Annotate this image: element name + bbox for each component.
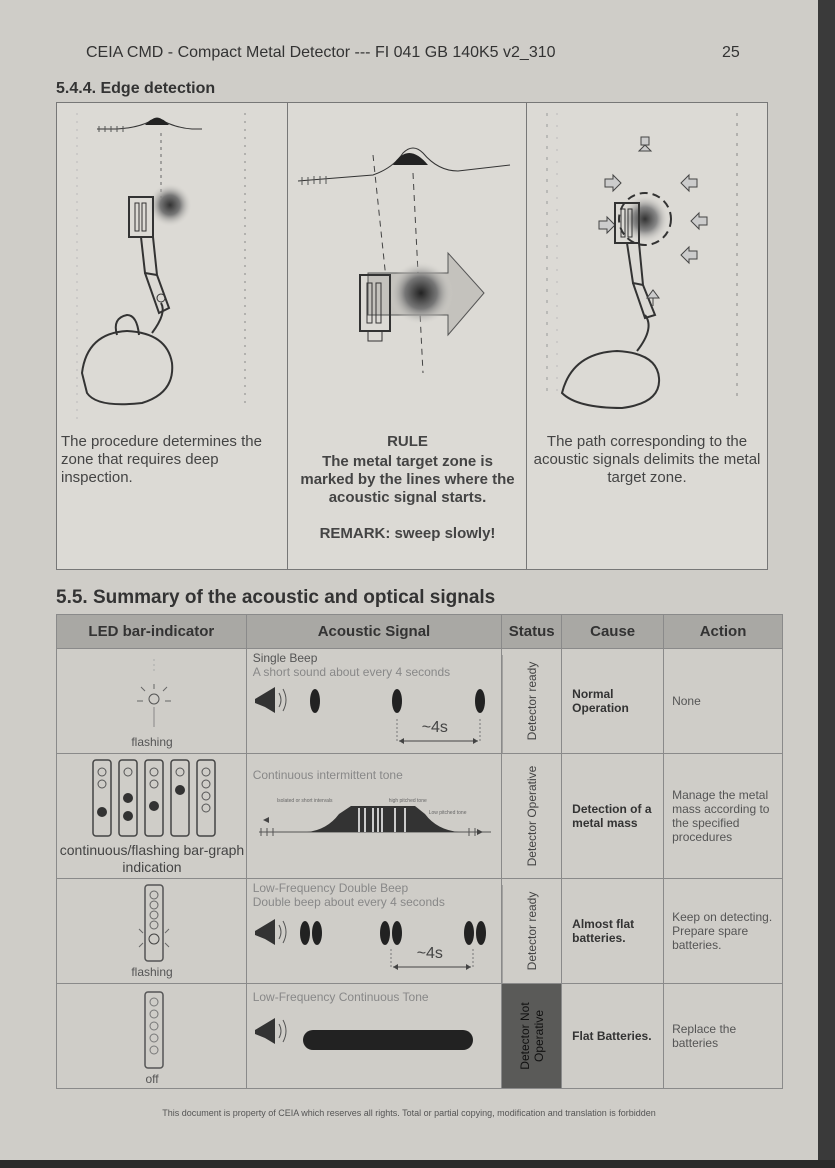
led-cell [57, 879, 247, 984]
action-text: Replace the batteries [672, 1022, 737, 1050]
col-header-acoustic: Acoustic Signal [246, 615, 502, 649]
led-state-label: continuous/flashing bar-graph indication [59, 842, 245, 875]
table-row [57, 754, 783, 879]
section-55-heading: 5.5. Summary of the acoustic and optical signals [56, 587, 496, 608]
status-cell [502, 754, 562, 879]
led-state-label: flashing [131, 965, 173, 979]
action-text: Manage the metal mass according to the specified procedures [672, 788, 770, 844]
target-zone-illustration [527, 103, 767, 428]
led-state-label: off [145, 1072, 159, 1086]
remark-text: REMARK: sweep slowly! [319, 525, 496, 542]
action-text: None [672, 694, 701, 708]
interval-label: ~4s [421, 719, 448, 736]
acoustic-title: Low-Frequency Double Beep [252, 881, 409, 895]
status-text: Detector Operative [524, 765, 539, 867]
cause-cell [562, 649, 664, 754]
status-text: Detector ready [524, 891, 539, 971]
table-row [57, 879, 783, 984]
rule-title: RULE [387, 433, 428, 450]
acoustic-title: Continuous intermittent tone [252, 768, 403, 782]
interval-label: ~4s [416, 945, 443, 962]
col-header-status: Status [502, 615, 562, 649]
intermittent-tone-waveform [247, 754, 503, 878]
scan-edge-bottom [0, 1160, 835, 1168]
rule-text: The metal target zone is marked by the lines where the acoustic signal starts. [300, 453, 515, 506]
cause-text: Flat Batteries. [572, 1029, 652, 1043]
col-header-cause: Cause [562, 615, 664, 649]
led-cell [57, 649, 247, 754]
cause-text: Almost flat batteries. [572, 917, 635, 945]
status-text: Detector Not Operative [517, 1002, 546, 1070]
section-544-heading: 5.4.4. Edge detection [56, 80, 216, 97]
off-led-icon [57, 984, 247, 1070]
footer-notice: This document is property of CEIA which reserves all rights. Total or partial copying, modification and translation is forbidden [162, 1108, 656, 1118]
single-beep-waveform [247, 649, 503, 753]
col-header-led: LED bar-indicator [57, 615, 247, 649]
isolated-intervals-label: Isolated or short intervals [276, 798, 333, 804]
table-header-row [57, 615, 783, 649]
signals-summary-table [56, 614, 783, 1089]
acoustic-cell [246, 754, 502, 879]
rule-illustration [288, 103, 527, 428]
cause-text: Detection of a metal mass [572, 802, 652, 830]
high-pitch-label: high pitched tone [388, 798, 427, 804]
speaker-icon [255, 1018, 286, 1044]
double-beep-waveform [247, 879, 503, 983]
document-title: CEIA CMD - Compact Metal Detector --- FI 041 GB 140K5 v2_310 [86, 44, 556, 61]
action-cell [664, 649, 783, 754]
status-cell [502, 649, 562, 754]
acoustic-title: Low-Frequency Continuous Tone [252, 990, 429, 1004]
status-text: Detector ready [524, 661, 539, 741]
action-cell [664, 879, 783, 984]
cause-text: Normal Operation [572, 687, 629, 715]
scan-edge-right [818, 0, 835, 1168]
edge-panel-3 [526, 102, 768, 570]
speaker-icon [255, 687, 286, 713]
led-state-label: flashing [131, 735, 173, 749]
table-row [57, 649, 783, 754]
cause-cell [562, 754, 664, 879]
low-pitch-label: Low pitched tone [428, 810, 467, 816]
led-cell [57, 754, 247, 879]
cause-cell [562, 984, 664, 1089]
action-cell [664, 754, 783, 879]
edge-panel-2 [287, 102, 528, 570]
operator-sweep-illustration [57, 103, 288, 428]
panel-3-text: The path corresponding to the acoustic signals delimits the metal target zone. [533, 433, 761, 486]
page-number: 25 [722, 44, 740, 61]
edge-panel-1 [56, 102, 289, 570]
flashing-led-icon [57, 649, 247, 729]
acoustic-cell [246, 879, 502, 984]
acoustic-cell [246, 649, 502, 754]
acoustic-description: Double beep about every 4 seconds [252, 895, 445, 909]
flashing-bottom-led-icon [57, 879, 247, 963]
acoustic-description: A short sound about every 4 seconds [252, 665, 451, 679]
continuous-tone-waveform [247, 984, 503, 1088]
acoustic-cell [246, 984, 502, 1089]
led-cell [57, 984, 247, 1089]
status-cell [502, 984, 562, 1089]
bargraph-led-icon [57, 754, 247, 840]
cause-cell [562, 879, 664, 984]
col-header-action: Action [664, 615, 783, 649]
panel-1-text: The procedure determines the zone that requires deep inspection. [61, 433, 262, 486]
action-cell [664, 984, 783, 1089]
status-cell [502, 879, 562, 984]
acoustic-title: Single Beep [252, 651, 318, 665]
table-row [57, 984, 783, 1089]
speaker-icon [255, 919, 286, 945]
action-text: Keep on detecting. Prepare spare batteries. [672, 910, 773, 952]
